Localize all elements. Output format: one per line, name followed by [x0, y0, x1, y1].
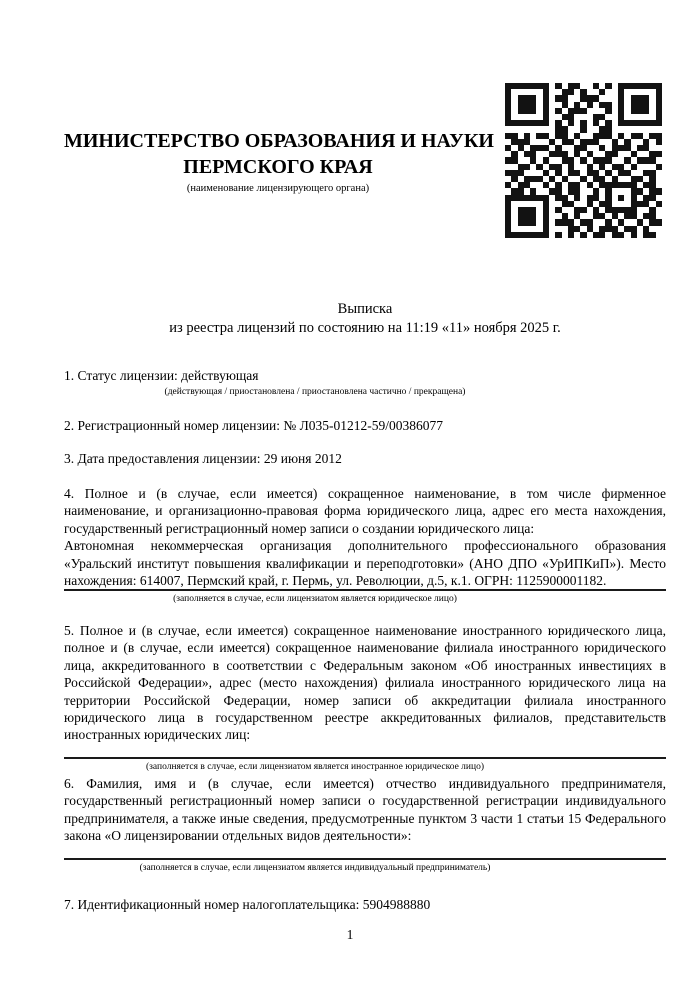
ministry-caption: (наименование лицензирующего органа) [186, 183, 370, 194]
individual-question: 6. Фамилия, имя и (в случае, если имеется) отчество индивидуального предпринимателя, государственный регистрационный номер записи о государственной регистрации индивидуального предпринимателя, а также иные сведения, предусмотренные пунктом 3 части 1 статьи 15 Федерального закона «О лицензировании отдельных видов деятельности»: [64, 776, 666, 844]
document-title-line1: Выписка [337, 301, 393, 317]
item-2-registration-number [64, 417, 666, 434]
grant-date-text: 3. Дата предоставления лицензии: 29 июня 2012 [64, 451, 342, 466]
ministry-name-line1: МИНИСТЕРСТВО ОБРАЗОВАНИЯ И НАУКИ [64, 130, 494, 152]
legal-entity-caption: (заполняется в случае, если лицензиатом является юридическое лицо) [173, 594, 457, 605]
qr-code [505, 83, 662, 238]
registration-number-text: 2. Регистрационный номер лицензии: № Л035-01212-59/00386077 [64, 418, 444, 433]
foreign-entity-caption: (заполняется в случае, если лицензиатом является иностранное юридическое лицо) [146, 761, 484, 772]
license-status-options-caption: (действующая / приостановлена / приостановлена частично / прекращена) [164, 387, 466, 398]
fill-in-line-foreign-entity [64, 757, 666, 759]
individual-caption: (заполняется в случае, если лицензиатом является индивидуальный предприниматель) [139, 862, 491, 873]
document-title [64, 300, 666, 338]
fill-in-line-legal-entity [64, 589, 666, 591]
item-5-foreign-entity [64, 622, 666, 773]
item-4-legal-entity [64, 485, 666, 605]
legal-entity-question: 4. Полное и (в случае, если имеется) сокращенное наименование, в том числе фирменное наименование, и организационно-правовая форма юридического лица, адрес его места нахождения, государственный регистрационный номер записи о создании юридического лица: [64, 486, 666, 536]
item-3-grant-date [64, 450, 666, 467]
taxpayer-number-text: 7. Идентификационный номер налогоплательщика: 5904988880 [64, 897, 431, 912]
ministry-name-line2: ПЕРМСКОГО КРАЯ [183, 156, 373, 178]
item-1-license-status [64, 367, 666, 398]
fill-in-line-individual [64, 858, 666, 860]
license-status-text: 1. Статус лицензии: действующая [64, 368, 259, 383]
foreign-entity-question: 5. Полное и (в случае, если имеется) сокращенное наименование иностранного юридического лица, полное и (в случае, если имеется) сокращенное наименование филиала иностранного юридического лица, аккредитованного в соответствии с Федеральным законом «Об иностранных инвестициях в Российской Федерации», адрес (место нахождения) филиала иностранного юридического лица на территории Российской Федерации, номер записи об аккредитации филиала иностранного юридического лица в государственном реестре аккредитованных филиалов, представительств иностранных юридических лиц: [64, 623, 666, 743]
item-7-taxpayer-number [64, 896, 666, 913]
licensing-authority-header [64, 128, 492, 195]
item-6-individual-entrepreneur [64, 775, 666, 874]
legal-entity-answer: Автономная некоммерческая организация дополнительного профессионального образования «Уральский институт повышения квалификации и переподготовки» (АНО ДПО «УрИПКиП»). Место нахождения: 614007, Пермский край, г. Пермь, ул. Революции, д.5, к.1. ОГРН: 1125900001182. [64, 538, 666, 589]
page-number: 1 [346, 927, 354, 942]
document-title-line2: из реестра лицензий по состоянию на 11:19 «11» ноября 2025 г. [169, 320, 561, 336]
